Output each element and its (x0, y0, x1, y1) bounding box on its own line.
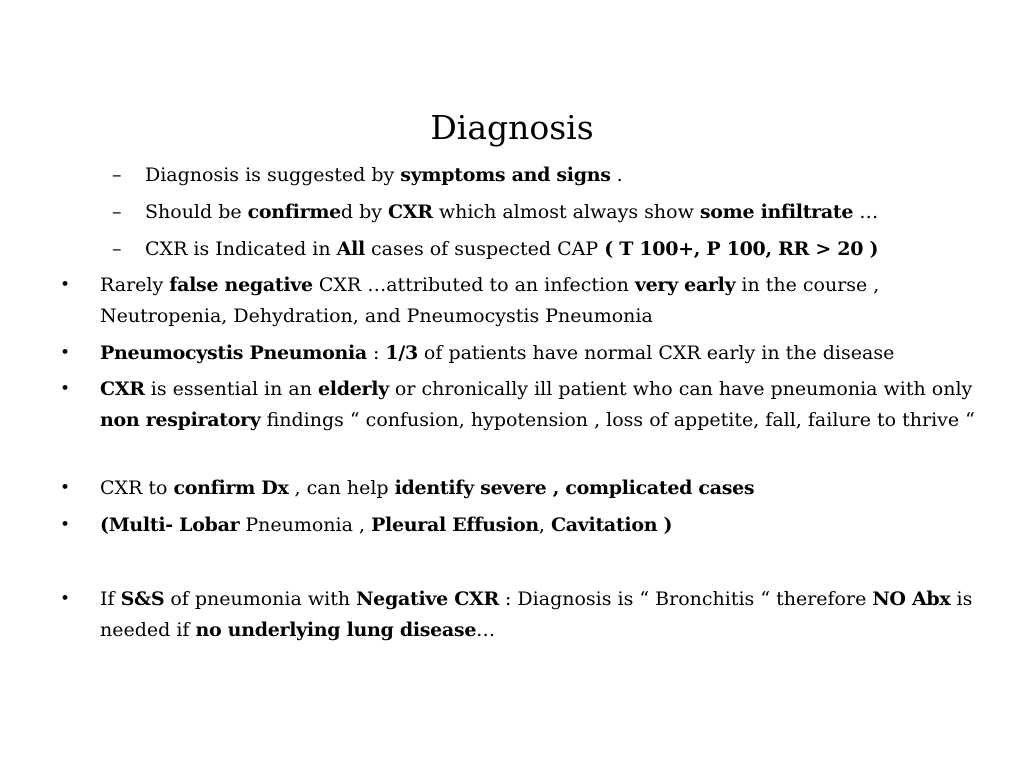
bullet-item (100, 510, 980, 541)
text-run: Rarely (100, 274, 170, 296)
text-run: in the course , Neutropenia, Dehydration, and Pneumocystis Pneumonia (100, 274, 880, 327)
dash-marker: – (112, 164, 122, 186)
text-run: Pneumonia , (239, 514, 372, 536)
bullet-marker: • (60, 589, 71, 609)
bold-text-run: CXR (100, 378, 145, 400)
sub-item (145, 160, 623, 191)
bullet-item (100, 374, 980, 436)
text-run: is essential in an (144, 378, 319, 400)
text-run: CXR is Indicated in (145, 238, 337, 260)
bold-text-run: Negative CXR (356, 588, 499, 610)
text-run: cases of suspected CAP (364, 238, 605, 260)
text-run: of patients have normal CXR early in the disease (417, 342, 895, 364)
bullet-item (100, 584, 980, 646)
bold-text-run: confirme (247, 201, 341, 223)
bullet-item (100, 338, 980, 369)
text-run: Should be (145, 201, 248, 223)
text-run: Diagnosis is suggested by (145, 164, 401, 186)
bold-text-run: non respiratory (100, 409, 261, 431)
bold-text-run: very early (634, 274, 736, 296)
bold-text-run: confirm Dx (173, 477, 289, 499)
bold-text-run: All (336, 238, 365, 260)
bold-text-run: (Multi- Lobar (100, 514, 240, 536)
dash-marker: – (112, 201, 122, 223)
text-run: of pneumonia with (164, 588, 357, 610)
bold-text-run: 1/3 (385, 342, 418, 364)
bold-text-run: Pneumocystis Pneumonia (100, 342, 367, 364)
dash-marker: – (112, 238, 122, 260)
bold-text-run: Cavitation ) (550, 514, 673, 536)
bullet-item (100, 270, 980, 332)
sub-item (145, 234, 878, 265)
bullet-marker: • (60, 343, 71, 363)
text-run: : (366, 342, 386, 364)
text-run: , (538, 514, 551, 536)
text-run: If (100, 588, 121, 610)
text-run: … (853, 201, 879, 223)
bullet-marker: • (60, 478, 71, 498)
text-run: findings “ confusion, hypotension , loss of appetite, fall, failure to thrive “ (260, 409, 975, 431)
bullet-marker: • (60, 515, 71, 535)
bold-text-run: NO Abx (872, 588, 951, 610)
bold-text-run: some infiltrate (699, 201, 854, 223)
bullet-item (100, 473, 980, 504)
text-run: CXR to (100, 477, 174, 499)
text-run: which almost always show (432, 201, 700, 223)
bold-text-run: S&S (120, 588, 165, 610)
bold-text-run: symptoms and signs (400, 164, 611, 186)
text-run: . (610, 164, 623, 186)
bold-text-run: elderly (318, 378, 389, 400)
text-run: … (476, 619, 496, 641)
slide-title: Diagnosis (430, 108, 594, 147)
bold-text-run: CXR (388, 201, 433, 223)
bold-text-run: false negative (169, 274, 313, 296)
bullet-marker: • (60, 379, 71, 399)
text-run: or chronically ill patient who can have pneumonia with only (388, 378, 973, 400)
text-run: : Diagnosis is “ Bronchitis “ therefore (498, 588, 873, 610)
text-run: , can help (288, 477, 395, 499)
bold-text-run: no underlying lung disease (195, 619, 477, 641)
bold-text-run: ( T 100+, P 100, RR > 20 ) (604, 238, 879, 260)
bullet-marker: • (60, 275, 71, 295)
bold-text-run: Pleural Effusion (371, 514, 539, 536)
text-run: is needed if (100, 588, 973, 641)
sub-item (145, 197, 878, 228)
text-run: d by (340, 201, 389, 223)
text-run: CXR …attributed to an infection (312, 274, 635, 296)
bold-text-run: identify severe , complicated cases (394, 477, 755, 499)
